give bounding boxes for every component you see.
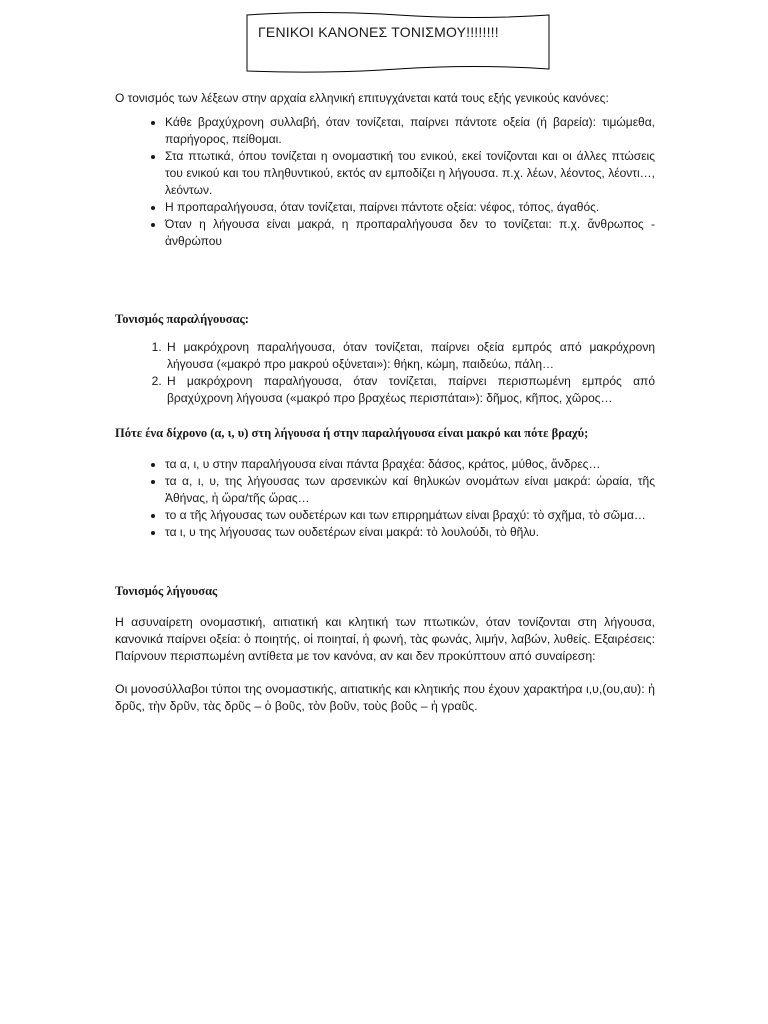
penult-heading: Τονισμός παραλήγουσας: <box>115 312 249 326</box>
list-item: 1. Η μακρόχρονη παραλήγουσα, όταν τονίζεται, παίρνει οξεία εμπρός από μακρόχρονη λήγουσα («μακρό προ μακρού οξύνεται»): θήκη, κώμη, παιδεύω, πάλη… <box>165 339 655 373</box>
penult-rules-list <box>115 339 655 407</box>
ultima-heading: Τονισμός λήγουσας <box>115 584 218 598</box>
ultima-paragraph: Η ασυναίρετη ονομαστική, αιτιατική και κλητική των πτωτικών, όταν τονίζονται στη λήγουσα, κανονικά παίρνει οξεία: ὁ ποιητής, οἱ ποιηταί, ἡ φωνή, τὰς φωνάς, λιμήν, λαβών, λυθείς. Εξαιρέσεις: Παίρνουν περισπωμένη αντίθετα με τον κανόνα, αν και δεν προκύπτουν από συναίρεση: <box>115 615 655 663</box>
list-item: • τα α, ι, υ, της λήγουσας των αρσενικών καί θηλυκών ονομάτων είναι μακρά: ὡραία, τῆς Ἀθήνας, ἡ ὥρα/τῆς ὥρας… <box>165 473 655 507</box>
list-item: • Η προπαραλήγουσα, όταν τονίζεται, παίρνει πάντοτε οξεία: νέφος, τόπος, άγαθός. <box>165 199 655 216</box>
document-body <box>115 90 655 715</box>
list-item: • Κάθε βραχύχρονη συλλαβή, όταν τονίζεται, παίρνει πάντοτε οξεία (ή βαρεία): τιμώμεθα, παρήγορος, πείθομαι. <box>165 114 655 148</box>
intro-paragraph: Ο τονισμός των λέξεων στην αρχαία ελληνική επιτυγχάνεται κατά τους εξής γενικούς κανόνες: <box>115 91 609 105</box>
list-item: • το α τῆς λήγουσας των ουδετέρων και των επιρρημάτων είναι βραχύ: τὸ σχῆμα, τὸ σῶμα… <box>165 507 655 524</box>
ultima-exceptions-paragraph: Οι μονοσύλλαβοι τύποι της ονομαστικής, αιτιατικής και κλητικής που έχουν χαρακτήρα ι,υ,(ου,αυ): ἡ δρῦς, τὴν δρῦν, τὰς δρῦς – ὁ βοῦς, τὸν βοῦν, τοὺς βοῦς – ἡ γραῦς. <box>115 682 655 713</box>
dichrona-question: Πότε ένα δίχρονο (α, ι, υ) στη λήγουσα ή στην παραλήγουσα είναι μακρό και πότε βραχύ; <box>115 426 589 440</box>
list-item: • Στα πτωτικά, όπου τονίζεται η ονομαστική του ενικού, εκεί τονίζονται και οι άλλες πτώσεις του ενικού και του πληθυντικού, εκτός αν εμποδίζει η λήγουσα. π.χ. λέων, λέοντος, λέοντι…, λεόντων. <box>165 148 655 199</box>
general-rules-list <box>115 114 655 250</box>
scroll-banner-shape <box>246 12 550 80</box>
list-item: • τα α, ι, υ στην παραλήγουσα είναι πάντα βραχέα: δάσος, κράτος, μύθος, ἄνδρες… <box>165 456 655 473</box>
title-banner <box>246 12 550 80</box>
page-title: ΓΕΝΙΚΟΙ ΚΑΝΟΝΕΣ ΤΟΝΙΣΜΟΥ!!!!!!!! <box>258 24 499 40</box>
list-item: • τα ι, υ της λήγουσας των ουδετέρων είναι μακρά: τὸ λουλούδι, τὸ θῆλυ. <box>165 524 655 541</box>
list-item: 2. Η μακρόχρονη παραλήγουσα, όταν τονίζεται, παίρνει περισπωμένη εμπρός από βραχύχρονη λήγουσα («μακρό προ βραχέως περισπάται»): δῆμος, κῆπος, χῶρος… <box>165 373 655 407</box>
list-item: • Όταν η λήγουσα είναι μακρά, η προπαραλήγουσα δεν το τονίζεται: π.χ. ἄνθρωπος - ἀνθρώπου <box>165 216 655 250</box>
dichrona-rules-list <box>115 456 655 541</box>
